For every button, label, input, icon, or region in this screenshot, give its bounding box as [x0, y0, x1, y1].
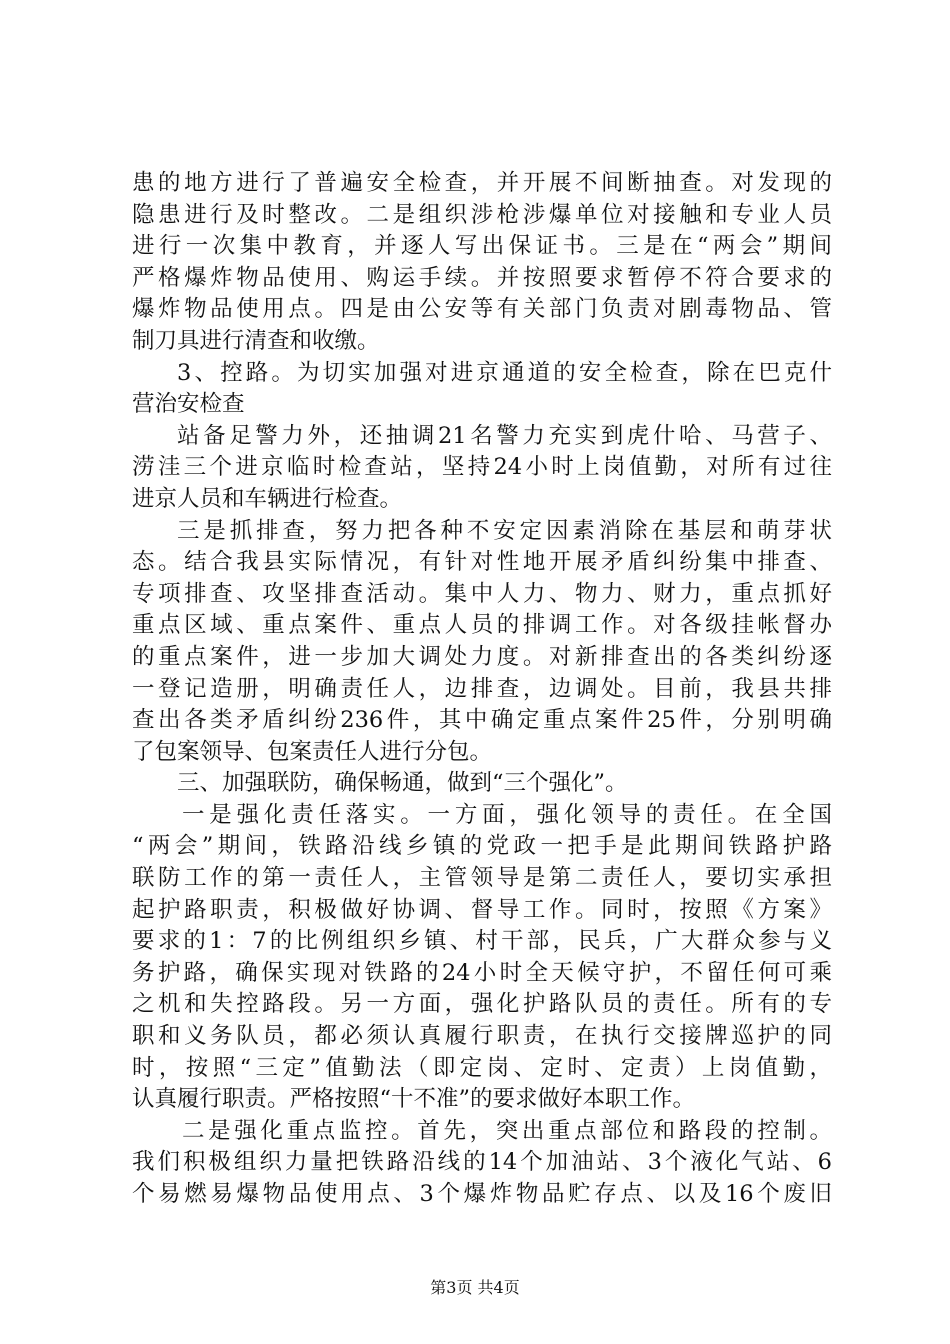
text-line: 三是抓排查，努力把各种不安定因素消除在基层和萌芽状 — [177, 517, 832, 544]
text-line: 之机和失控路段。另一方面，强化护路队员的责任。所有的专 — [132, 991, 832, 1018]
text-line: 我们积极组织力量把铁路沿线的14个加油站、3个液化气站、6 — [132, 1149, 832, 1176]
text-line: “两会”期间，铁路沿线乡镇的党政一把手是此期间铁路护路 — [132, 833, 832, 860]
text-line: 认真履行职责。严格按照“十不准”的要求做好本职工作。 — [132, 1086, 696, 1113]
text-line: 态。结合我县实际情况，有针对性地开展矛盾纠纷集中排查、 — [132, 549, 832, 576]
text-line: 隐患进行及时整改。二是组织涉枪涉爆单位对接触和专业人员 — [132, 201, 832, 228]
text-line: 进京人员和车辆进行检查。 — [132, 485, 403, 512]
text-line: 起护路职责，积极做好协调、督导工作。同时，按照《方案》 — [132, 896, 832, 923]
text-line: 时，按照“三定”值勤法（即定岗、定时、定责）上岗值勤， — [132, 1054, 832, 1081]
text-line: 一登记造册，明确责任人，边排查，边调处。目前，我县共排 — [132, 675, 832, 702]
text-line: 二是强化重点监控。首先，突出重点部位和路段的控制。 — [182, 1117, 832, 1144]
text-line: 爆炸物品使用点。四是由公安等有关部门负责对剧毒物品、管 — [132, 296, 832, 323]
text-line: 制刀具进行清查和收缴。 — [132, 327, 380, 354]
text-line: 3、控路。为切实加强对进京通道的安全检查，除在巴克什 — [177, 359, 832, 386]
text-line: 重点区域、重点案件、重点人员的排调工作。对各级挂帐督办 — [132, 612, 832, 639]
text-line: 站备足警力外，还抽调21名警力充实到虎什哈、马营子、 — [177, 422, 832, 449]
text-line: 患的地方进行了普遍安全检查，并开展不间断抽查。对发现的 — [132, 170, 832, 196]
text-line: 进行一次集中教育，并逐人写出保证书。三是在“两会”期间 — [132, 233, 832, 260]
text-line: 营治安检查 — [132, 391, 245, 418]
text-line: 的重点案件，进一步加大调处力度。对新排查出的各类纠纷逐 — [132, 643, 832, 670]
text-line: 职和义务队员，都必须认真履行职责，在执行交接牌巡护的同 — [132, 1023, 832, 1050]
text-line: 务护路，确保实现对铁路的24小时全天候守护，不留任何可乘 — [132, 959, 832, 986]
text-line: 要求的1：7的比例组织乡镇、村干部，民兵，广大群众参与义 — [132, 928, 832, 955]
page-footer: 第3页 共4页 — [430, 1278, 520, 1297]
text-line: 一是强化责任落实。一方面，强化领导的责任。在全国 — [182, 801, 832, 828]
text-line: 了包案领导、包案责任人进行分包。 — [132, 738, 493, 765]
text-line: 专项排查、攻坚排查活动。集中人力、物力、财力，重点抓好 — [132, 580, 832, 607]
document-body — [132, 168, 832, 1211]
text-line: 个易燃易爆物品使用点、3个爆炸物品贮存点、以及16个废旧 — [132, 1181, 832, 1207]
text-line: 涝洼三个进京临时检查站，坚持24小时上岗值勤，对所有过往 — [132, 454, 832, 481]
text-line: 严格爆炸物品使用、购运手续。并按照要求暂停不符合要求的 — [132, 264, 832, 291]
text-line: 联防工作的第一责任人，主管领导是第二责任人，要切实承担 — [132, 865, 832, 892]
text-line: 三、加强联防，确保畅通，做到“三个强化”。 — [177, 770, 628, 797]
text-line: 查出各类矛盾纠纷236件，其中确定重点案件25件，分别明确 — [132, 707, 832, 734]
